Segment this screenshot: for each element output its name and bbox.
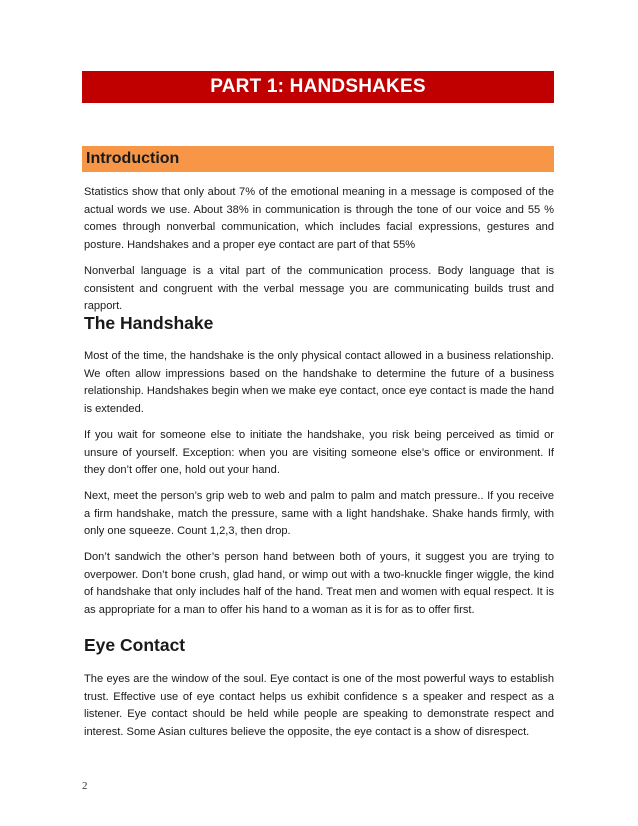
handshake-paragraph-3: Next, meet the person’s grip web to web and palm to palm and match pressure.. If you receive a firm handshake, match the pressure, same with a light handshake. Shake hands firmly, with only one squeeze. Count 1,2,3, then drop. xyxy=(84,490,554,537)
handshake-paragraph-2: If you wait for someone else to initiate the handshake, you risk being perceived as timid or unsure of yourself. Exception: when you are visiting someone else’s office or environment. If they don’t offer one, hold out your hand. xyxy=(84,429,554,476)
eye-contact-paragraph-1: The eyes are the window of the soul. Eye contact is one of the most powerful ways to establish trust. Effective use of eye contact helps us exhibit confidence s a speaker and respect as a listener. Eye contact should be held while people are speaking to demonstrate respect and interest. Some Asian cultures believe the opposite, the eye contact is a show of disrespect. xyxy=(84,673,554,738)
handshake-paragraph-4: Don’t sandwich the other’s person hand between both of yours, it suggest you are trying to overpower. Don’t bone crush, glad hand, or wimp out with a two-knuckle finger wiggle, the kind of handshake that only includes half of the hand. Treat men and women with equal respect. It is as appropriate for a man to offer his hand to a woman as it is for as to offer first. xyxy=(84,551,554,616)
eye-contact-heading: Eye Contact xyxy=(84,635,186,655)
introduction-heading: Introduction xyxy=(86,150,180,167)
handshake-heading: The Handshake xyxy=(84,313,214,333)
part-title-banner xyxy=(82,71,554,103)
page-number: 2 xyxy=(82,780,88,792)
part-title: PART 1: HANDSHAKES xyxy=(210,76,426,97)
intro-paragraph-1: Statistics show that only about 7% of the emotional meaning in a message is composed of the actual words we use. About 38% in communication is through the tone of our voice and 55 % comes through nonverbal communication, which includes facial expressions, gestures and posture. Handshakes and a proper eye contact are part of that 55% xyxy=(84,186,554,251)
handshake-paragraph-1: Most of the time, the handshake is the only physical contact allowed in a business relationship. We often allow impressions based on the handshake to determine the future of a business relationship. Handshakes begin when we make eye contact, once eye contact is made the hand is extended. xyxy=(84,350,554,415)
introduction-banner xyxy=(82,146,554,172)
intro-paragraph-2: Nonverbal language is a vital part of the communication process. Body language that is consistent and congruent with the verbal message you are communicating builds trust and rapport. xyxy=(84,265,554,312)
